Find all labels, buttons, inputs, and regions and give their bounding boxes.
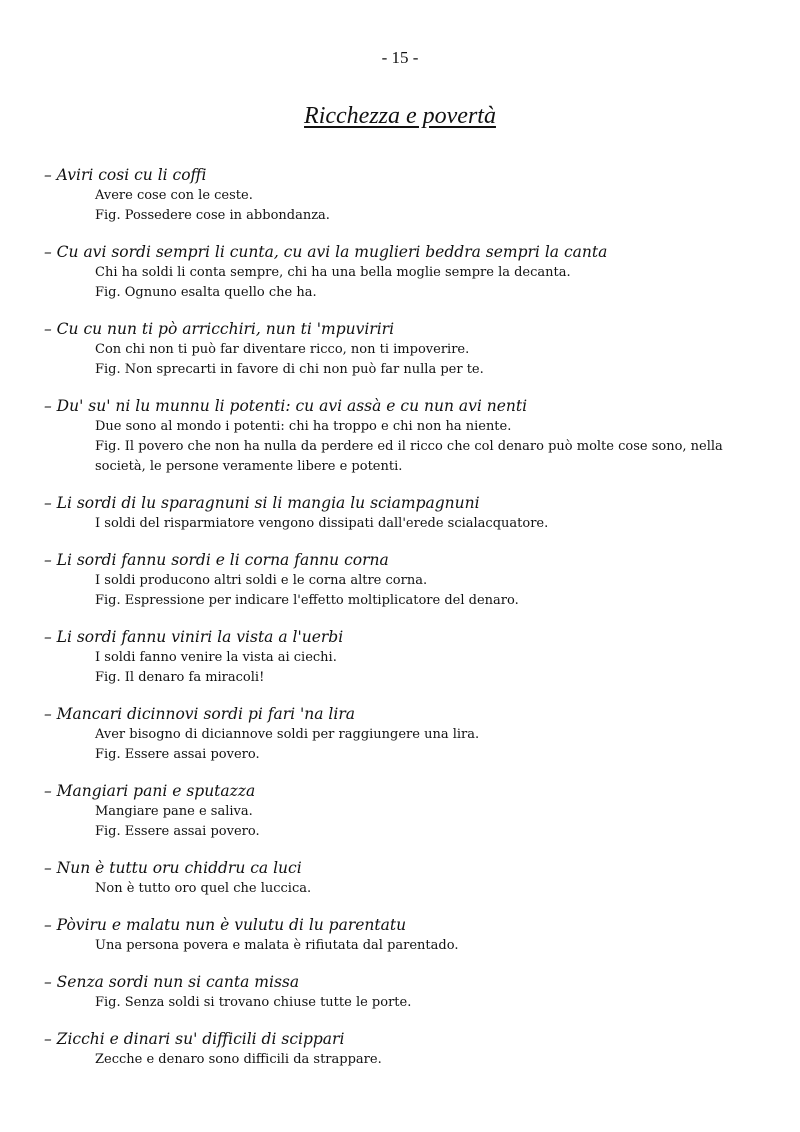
proverb-entry — [44, 395, 764, 477]
meaning-line: Fig. Espressione per indicare l'effetto moltiplicatore del denaro. — [95, 593, 519, 608]
translation-line: Due sono al mondo i potenti: chi ha troppo e chi non ha niente. — [95, 419, 512, 434]
page-title: Ricchezza e povertà — [304, 103, 496, 129]
proverb-text: – Cu avi sordi sempri li cunta, cu avi la muglieri beddra sempri la canta — [44, 243, 608, 261]
proverb-text: – Cu cu nun ti pò arricchiri, nun ti 'mpuviriri — [44, 320, 395, 338]
meaning-line: Fig. Possedere cose in abbondanza. — [95, 208, 330, 223]
proverb-entry — [44, 914, 764, 956]
meaning-line: Fig. Senza soldi si trovano chiuse tutte le porte. — [95, 995, 412, 1010]
meaning-line: Fig. Essere assai povero. — [95, 824, 260, 839]
proverb-text: – Li sordi fannu viniri la vista a l'uerbi — [44, 628, 344, 646]
proverb-text: – Li sordi di lu sparagnuni si li mangia lu sciampagnuni — [44, 494, 480, 512]
translation-line: Una persona povera e malata è rifiutata dal parentado. — [95, 938, 459, 953]
proverb-text: – Pòviru e malatu nun è vulutu di lu parentatu — [44, 916, 407, 934]
translation-line: I soldi del risparmiatore vengono dissipati dall'erede scialacquatore. — [95, 516, 549, 531]
translation-line: Non è tutto oro quel che luccica. — [95, 881, 312, 896]
translation-line: Mangiare pane e saliva. — [95, 804, 253, 819]
proverb-entry — [44, 492, 764, 534]
page-number: - 15 - — [381, 48, 419, 67]
proverb-entry — [44, 318, 764, 380]
proverb-text: – Aviri cosi cu li coffi — [44, 166, 207, 184]
proverb-entry — [44, 241, 764, 303]
proverb-text: – Li sordi fannu sordi e li corna fannu corna — [44, 551, 389, 569]
translation-line: I soldi producono altri soldi e le corna altre corna. — [95, 573, 428, 588]
proverb-text: – Nun è tuttu oru chiddru ca luci — [44, 859, 302, 877]
translation-line: Avere cose con le ceste. — [95, 188, 253, 203]
proverb-list — [44, 164, 764, 1085]
proverb-text: – Senza sordi nun si canta missa — [44, 973, 300, 991]
meaning-line: Fig. Il povero che non ha nulla da perdere ed il ricco che col denaro può molte cose sono, nella società, le persone veramente libere e potenti. — [95, 439, 723, 474]
proverb-entry — [44, 626, 764, 688]
translation-line: Con chi non ti può far diventare ricco, non ti impoverire. — [95, 342, 470, 357]
proverb-entry — [44, 780, 764, 842]
proverb-entry — [44, 1028, 764, 1070]
proverb-entry — [44, 971, 764, 1013]
proverb-text: – Zicchi e dinari su' difficili di scippari — [44, 1030, 345, 1048]
meaning-line: Fig. Ognuno esalta quello che ha. — [95, 285, 317, 300]
translation-line: Aver bisogno di diciannove soldi per raggiungere una lira. — [95, 727, 480, 742]
meaning-line: Fig. Non sprecarti in favore di chi non può far nulla per te. — [95, 362, 484, 377]
translation-line: Zecche e denaro sono difficili da strappare. — [95, 1052, 382, 1067]
proverb-entry — [44, 164, 764, 226]
meaning-line: Fig. Il denaro fa miracoli! — [95, 670, 265, 685]
proverb-text: – Du' su' ni lu munnu li potenti: cu avi assà e cu nun avi nenti — [44, 397, 528, 415]
proverb-text: – Mangiari pani e sputazza — [44, 782, 256, 800]
proverb-entry — [44, 703, 764, 765]
proverb-text: – Mancari dicinnovi sordi pi fari 'na lira — [44, 705, 355, 723]
proverb-entry — [44, 549, 764, 611]
proverb-entry — [44, 857, 764, 899]
translation-line: Chi ha soldi li conta sempre, chi ha una bella moglie sempre la decanta. — [95, 265, 571, 280]
meaning-line: Fig. Essere assai povero. — [95, 747, 260, 762]
translation-line: I soldi fanno venire la vista ai ciechi. — [95, 650, 337, 665]
